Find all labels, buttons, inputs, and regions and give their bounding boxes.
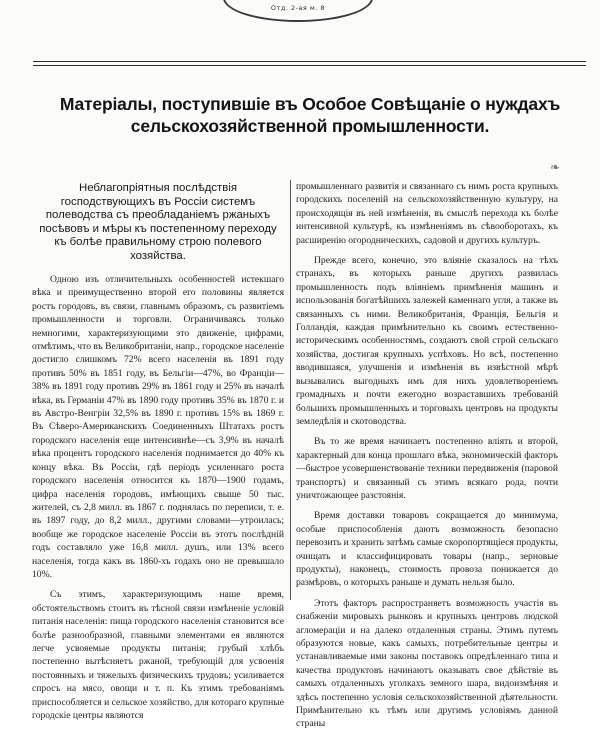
paragraph: промышленнаго развитія и связаннаго съ нимъ роста крупныхъ городскихъ поселеній на сельскохозяйственную культуру, на происходящія въ ней измѣненія, въ смыслѣ перехода къ болѣе интенсивной культурѣ, къ измѣненіямъ въ сѣвооборотахъ, къ расширенію огородническихъ, садовой и другихъ культуръ. [296, 181, 558, 246]
paragraph: Время доставки товаровъ сокращается до минимума, особые приспособленія даютъ возможность безопасно перевозить и хранить затѣмъ самые скоропортящіеся продукты, очищать и классифицировать товары (напр., зерновые продукты), наконецъ, стоимость провоза понижается до размѣровъ, о которыхъ раньше и думать нельзя было. [296, 510, 558, 589]
top-rule-inner [33, 65, 586, 66]
ornament-mark: ❧ [550, 160, 561, 174]
article-lead: Неблагопріятныя послѣдствія господствующихъ въ Россіи системъ полеводства съ преобладаніемъ ржаныхъ посѣвовъ и мѣры къ постепенному переходу къ болѣе правильному строю полевого хозяйства. [39, 182, 277, 262]
left-column [32, 180, 284, 721]
paragraph: Этотъ факторъ распространяетъ возможность участія въ снабженіи мировыхъ рынковъ и крупныхъ центровъ людской агломераціи и на далеко отдаленныя страны. Этимъ путемъ образуются новые, какъ самыхъ, потребительные центры и устанавливаемые ими законы поставокъ опредѣленнаго типа и качества продуктовъ начинаютъ оказывать свое дѣйствіе въ самыхъ отдаленныхъ уголкахъ земного шара, видоизмѣняя и здѣсь постепенно условія сельскохозяйственной дѣятельности. Примѣнительно къ тѣмъ или другимъ условіямъ данной страны [296, 597, 558, 730]
article-title: Матеріалы, поступившіе въ Особое Совѣщаніе о нуждахъ сельскохозяйственной промышленности. [59, 94, 561, 136]
paragraph: Въ то же время начинаетъ постепенно вліять и второй, характерный для конца прошлаго вѣка, экономическій факторъ—быстрое усовершенствованіе техники передвиженія (паровой транспортъ) и связанный съ этимъ всякаго рода, почти уничтожающее разстоянія. [296, 436, 558, 501]
right-column [296, 180, 558, 730]
library-stamp [223, 0, 373, 22]
paragraph: Съ этимъ, характеризующимъ наше время, обстоятельствомъ стоитъ въ тѣсной связи измѣненіе условій питанія населенія: пища городского населенія становится все болѣе разнообразной, главными элементами ея являются легче усвояемые продукты питанія; грубый хлѣбъ постепенно вытѣсняетъ ржаной, требующій для усвоенія постоянныхъ и тяжелыхъ физическихъ трудовъ; усиливается спросъ на мясо, овощи и т. п. Къ этимъ требованіямъ приспособляется и сельское хозяйство, для котораго крупные городскіе центры являются [32, 589, 284, 721]
stamp-text: Отд. 2-ая м. 8 [270, 4, 326, 12]
paragraph: Одною изъ отличительныхъ особенностей истекшаго вѣка и преимущественно второй его половины является ростъ городовъ, въ связи, главнымъ образомъ, съ развитіемъ промышленности и торговли. Ограничиваясь только немногими, характеризующими это движеніе, цифрами, отмѣтимъ, что въ Великобританіи, напр., городское населеніе достигло слишкомъ 72% всего населенія въ 1891 году противъ 50% въ 1851 году, въ Бельгіи—47%, во Франціи—38% въ 1891 году противъ 29% въ 1861 году и 25% въ началѣ вѣка, въ Германіи 47% въ 1890 году противъ 35% въ 1870 г. и въ Австро-Венгріи 32,5% въ 1890 г. противъ 15% въ 1869 г. Въ Сѣверо-Американскихъ Соединенныхъ Штатахъ ростъ городского населенія еще интенсивнѣе—съ 3,9% въ началѣ вѣка процентъ городского населенія поднимается до 40% къ концу вѣка. Въ Россіи, гдѣ періодъ усиленнаго роста городского населенія относится къ 1870—1900 годамъ, цифра населенія городовъ, имѣющихъ свыше 50 тыс. жителей, съ 2,8 милл. въ 1867 г. поднялась по переписи, т. е. въ 1897 году, до 8,2 милл., другими словами—утроилась; вообще же городское населеніе Россіи въ этотъ послѣдній годъ составляло уже 16,8 милл. душъ, или 13% всего населенія, тогда какъ въ 1860-хъ годахъ оно не превышало 10%. [32, 274, 284, 580]
top-rule [33, 61, 586, 62]
column-divider [290, 180, 291, 600]
paragraph: Прежде всего, конечно, это вліяніе сказалось на тѣхъ странахъ, въ которыхъ раньше другихъ развилась промышленность подъ вліяніемъ примѣненія машинъ и использованія богатѣйшихъ залежей каменнаго угля, а также въ связанныхъ съ ними. Великобританія, Франція, Бельгія и Голландія, каждая примѣнительно къ своимъ естественно-историческимъ особенностямъ, создаютъ свой строй сельскаго хозяйства, достигая крупныхъ успѣховъ. Но всѣ, постепенно вводившаяся, улучшенія и измѣненія въ извѣстной мѣрѣ вызывались выгодныхъ имъ для нихъ удовлетвореніемъ громадныхъ и почти ежегодно возраставшихъ требованій большихъ промышленныхъ и торговыхъ центровъ на продукты земледѣлія и скотоводства. [296, 255, 558, 427]
